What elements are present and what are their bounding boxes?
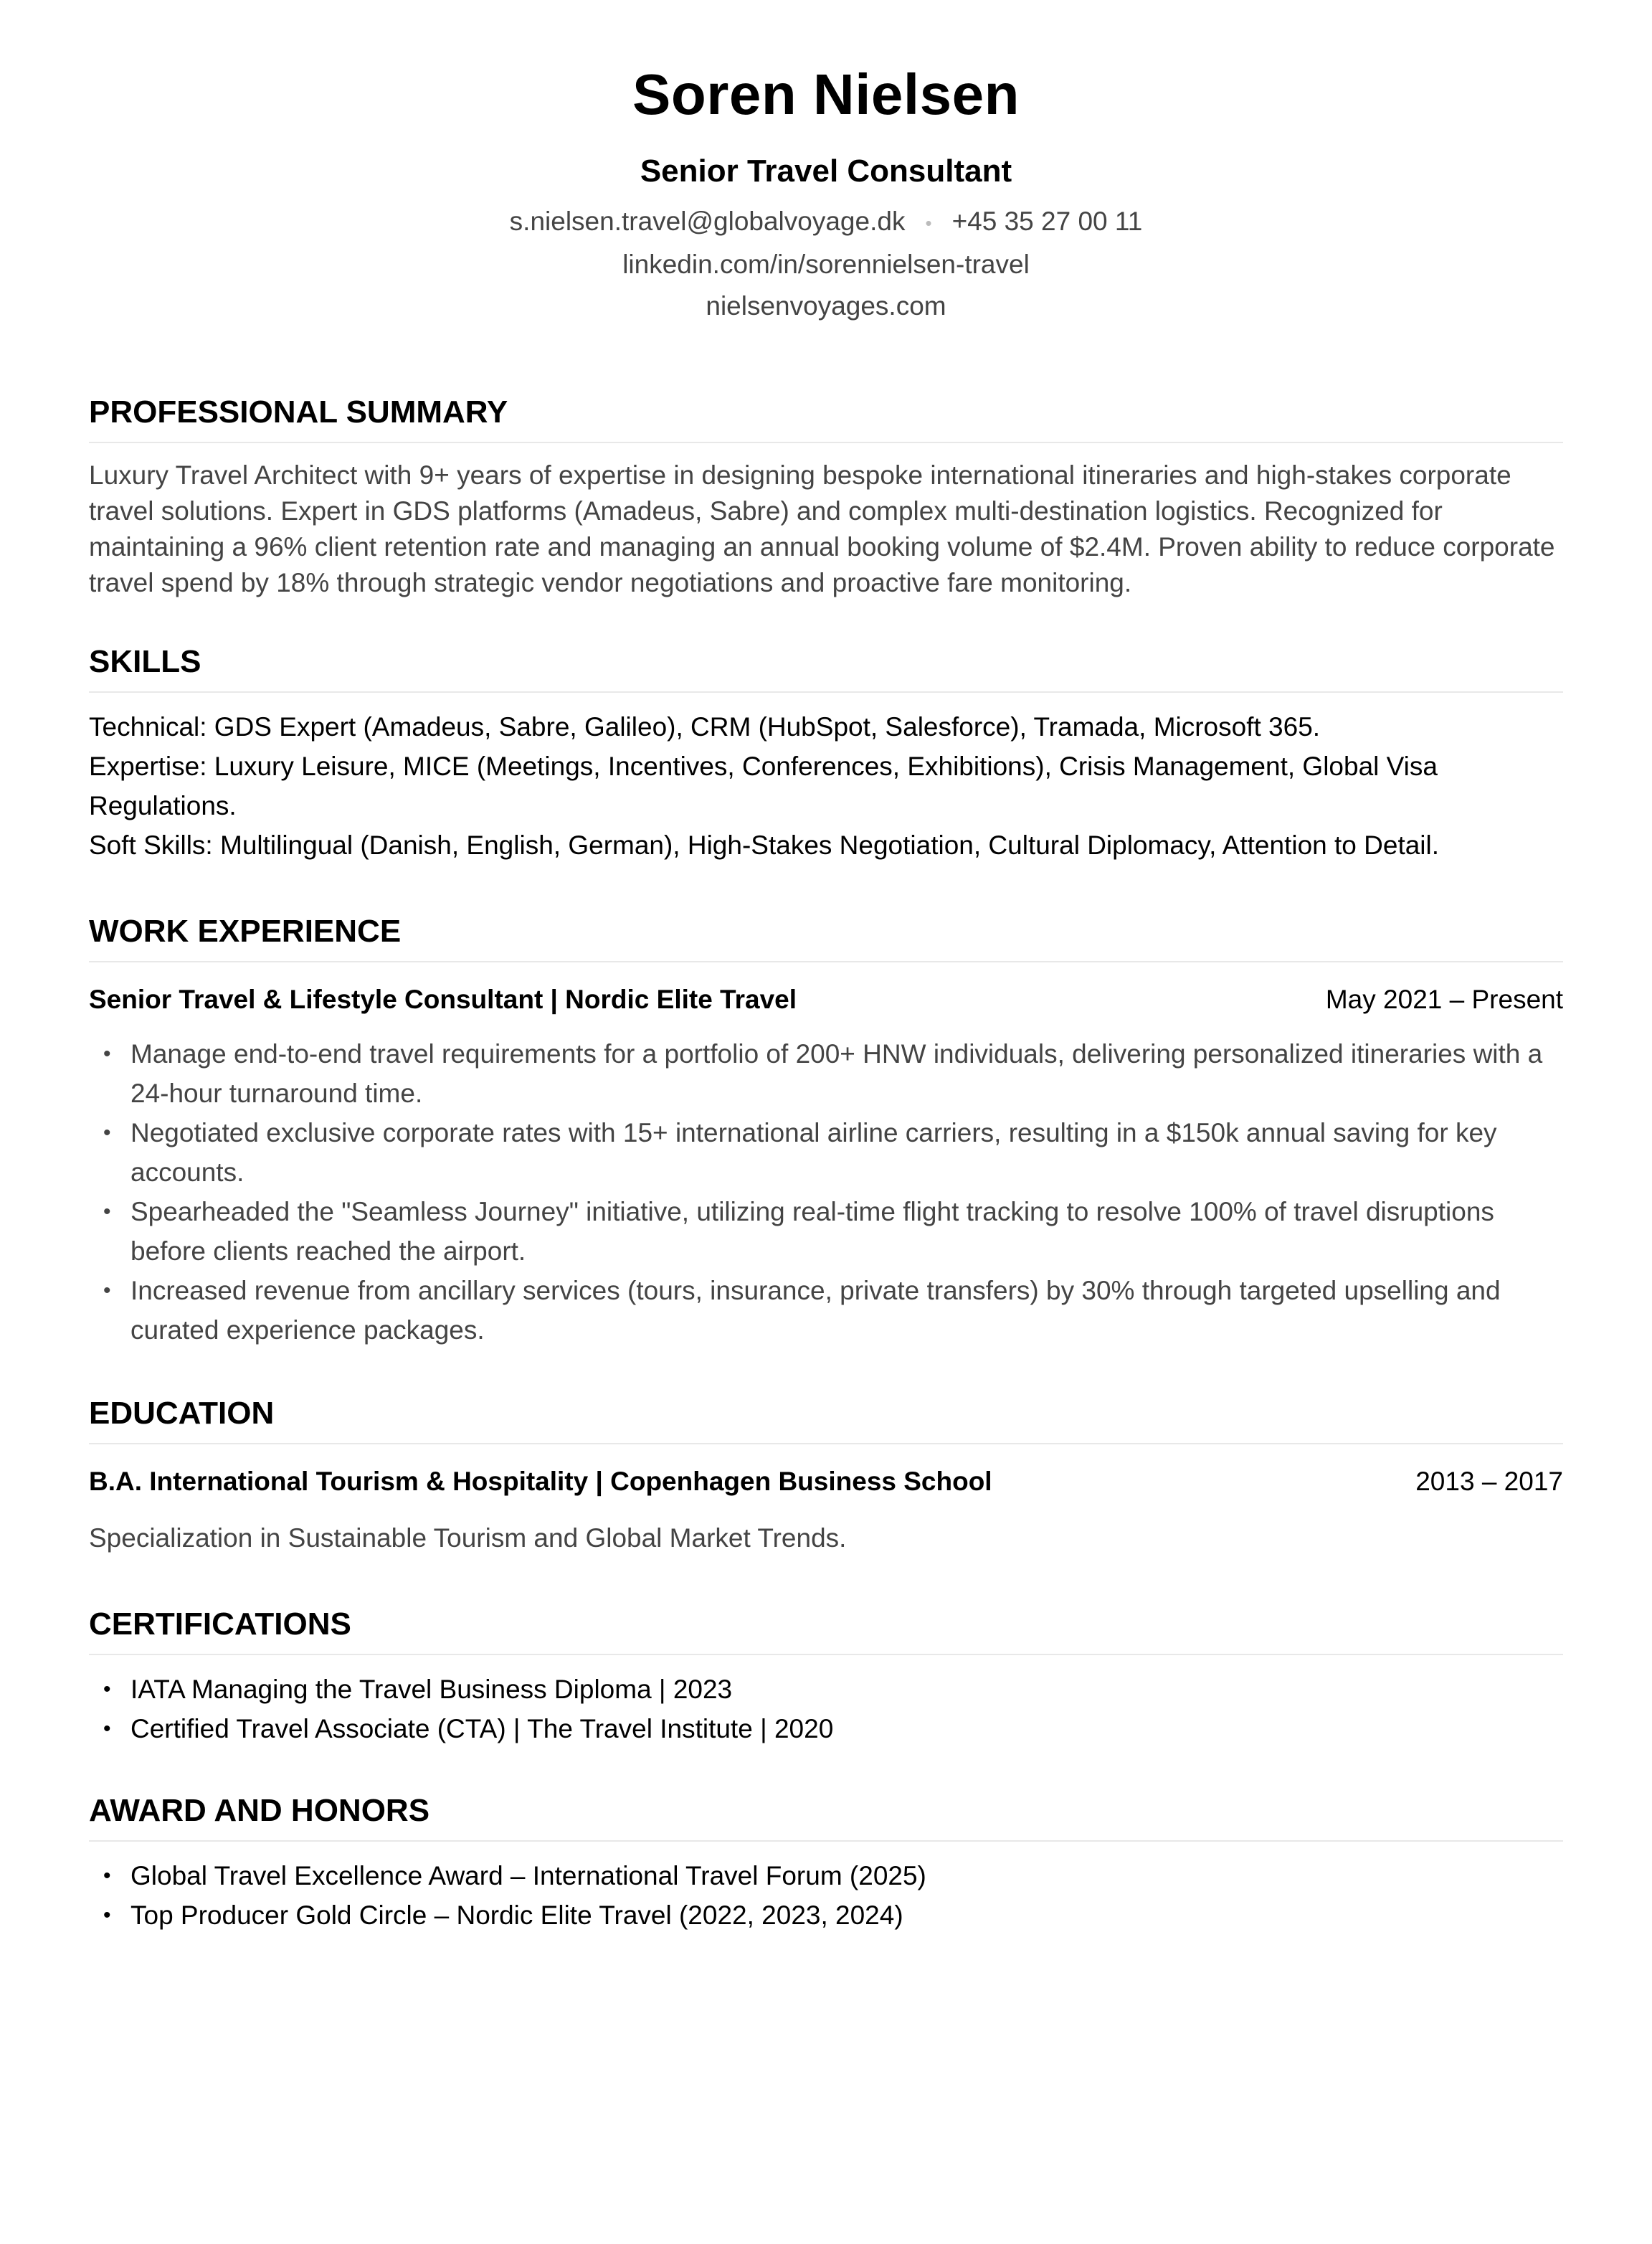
skills-soft: Soft Skills: Multilingual (Danish, English, German), High-Stakes Negotiation, Cultural Diplomacy, Attention to Detail. bbox=[89, 830, 1440, 861]
list-item: • Certified Travel Associate (CTA) | The Travel Institute | 2020 bbox=[89, 1709, 1563, 1748]
candidate-title: Senior Travel Consultant bbox=[640, 153, 1012, 189]
certifications-section bbox=[89, 1605, 1563, 1748]
summary-text: Luxury Travel Architect with 9+ years of expertise in designing bespoke international itineraries and high-stakes corporate travel solutions. Expert in GDS platforms (Amadeus, Sabre) and complex multi-destination logistics. Recognized for maintaining a 96% client retention rate and managing an annual booking volume of $2.4M. Proven ability to reduce corporate travel spend by 18% through strategic vendor negotiations and proactive fare monitoring. bbox=[89, 460, 1555, 598]
education-section bbox=[89, 1394, 1563, 1556]
resume-header bbox=[89, 0, 1563, 327]
education-heading: EDUCATION bbox=[89, 1394, 1563, 1444]
candidate-name: Soren Nielsen bbox=[632, 62, 1020, 126]
list-item: • Spearheaded the "Seamless Journey" initiative, utilizing real-time flight tracking to resolve 100% of travel disruptions before clients reached the airport. bbox=[89, 1192, 1563, 1271]
certifications-list bbox=[89, 1670, 1563, 1748]
awards-heading: AWARD AND HONORS bbox=[89, 1791, 1563, 1842]
list-item: • Top Producer Gold Circle – Nordic Elite Travel (2022, 2023, 2024) bbox=[89, 1895, 1563, 1935]
experience-heading: WORK EXPERIENCE bbox=[89, 912, 1563, 962]
list-item: • Negotiated exclusive corporate rates with 15+ international airline carriers, resulting in a $150k annual saving for key accounts. bbox=[89, 1113, 1563, 1192]
certifications-heading: CERTIFICATIONS bbox=[89, 1605, 1563, 1655]
education-dates: 2013 – 2017 bbox=[1415, 1467, 1563, 1497]
list-item: • Increased revenue from ancillary services (tours, insurance, private transfers) by 30% through targeted upselling and curated experience packages. bbox=[89, 1271, 1563, 1350]
email-text: s.nielsen.travel@globalvoyage.dk bbox=[509, 207, 906, 236]
awards-section bbox=[89, 1791, 1563, 1935]
linkedin-text: linkedin.com/in/sorennielsen-travel bbox=[622, 250, 1030, 280]
contact-row-primary bbox=[89, 201, 1563, 244]
education-degree: B.A. International Tourism & Hospitality | Copenhagen Business School bbox=[89, 1467, 992, 1497]
summary-heading: PROFESSIONAL SUMMARY bbox=[89, 393, 1563, 443]
skills-list bbox=[89, 707, 1563, 865]
phone-text: +45 35 27 00 11 bbox=[951, 207, 1143, 236]
skills-section bbox=[89, 643, 1563, 865]
education-description: Specialization in Sustainable Tourism and Global Market Trends. bbox=[89, 1523, 847, 1553]
experience-role-line bbox=[89, 983, 1563, 1017]
skills-heading: SKILLS bbox=[89, 643, 1563, 693]
summary-section bbox=[89, 393, 1563, 601]
experience-bullets bbox=[89, 1034, 1563, 1350]
contact-info bbox=[89, 201, 1563, 327]
list-item: • Manage end-to-end travel requirements for a portfolio of 200+ HNW individuals, delivering personalized itineraries with a 24-hour turnaround time. bbox=[89, 1034, 1563, 1113]
skills-expertise: Expertise: Luxury Leisure, MICE (Meetings, Incentives, Conferences, Exhibitions), Crisis Management, Global Visa Regulations. bbox=[89, 752, 1438, 821]
experience-role-title: Senior Travel & Lifestyle Consultant | Nordic Elite Travel bbox=[89, 985, 797, 1015]
website-text: nielsenvoyages.com bbox=[706, 291, 946, 321]
skills-technical: Technical: GDS Expert (Amadeus, Sabre, Galileo), CRM (HubSpot, Salesforce), Tramada, Microsoft 365. bbox=[89, 712, 1321, 742]
experience-section bbox=[89, 912, 1563, 1350]
list-item: • IATA Managing the Travel Business Diploma | 2023 bbox=[89, 1670, 1563, 1709]
education-degree-line bbox=[89, 1464, 1563, 1499]
separator-dot: • bbox=[925, 212, 932, 235]
experience-dates: May 2021 – Present bbox=[1325, 985, 1563, 1015]
awards-list bbox=[89, 1856, 1563, 1935]
list-item: • Global Travel Excellence Award – International Travel Forum (2025) bbox=[89, 1856, 1563, 1895]
